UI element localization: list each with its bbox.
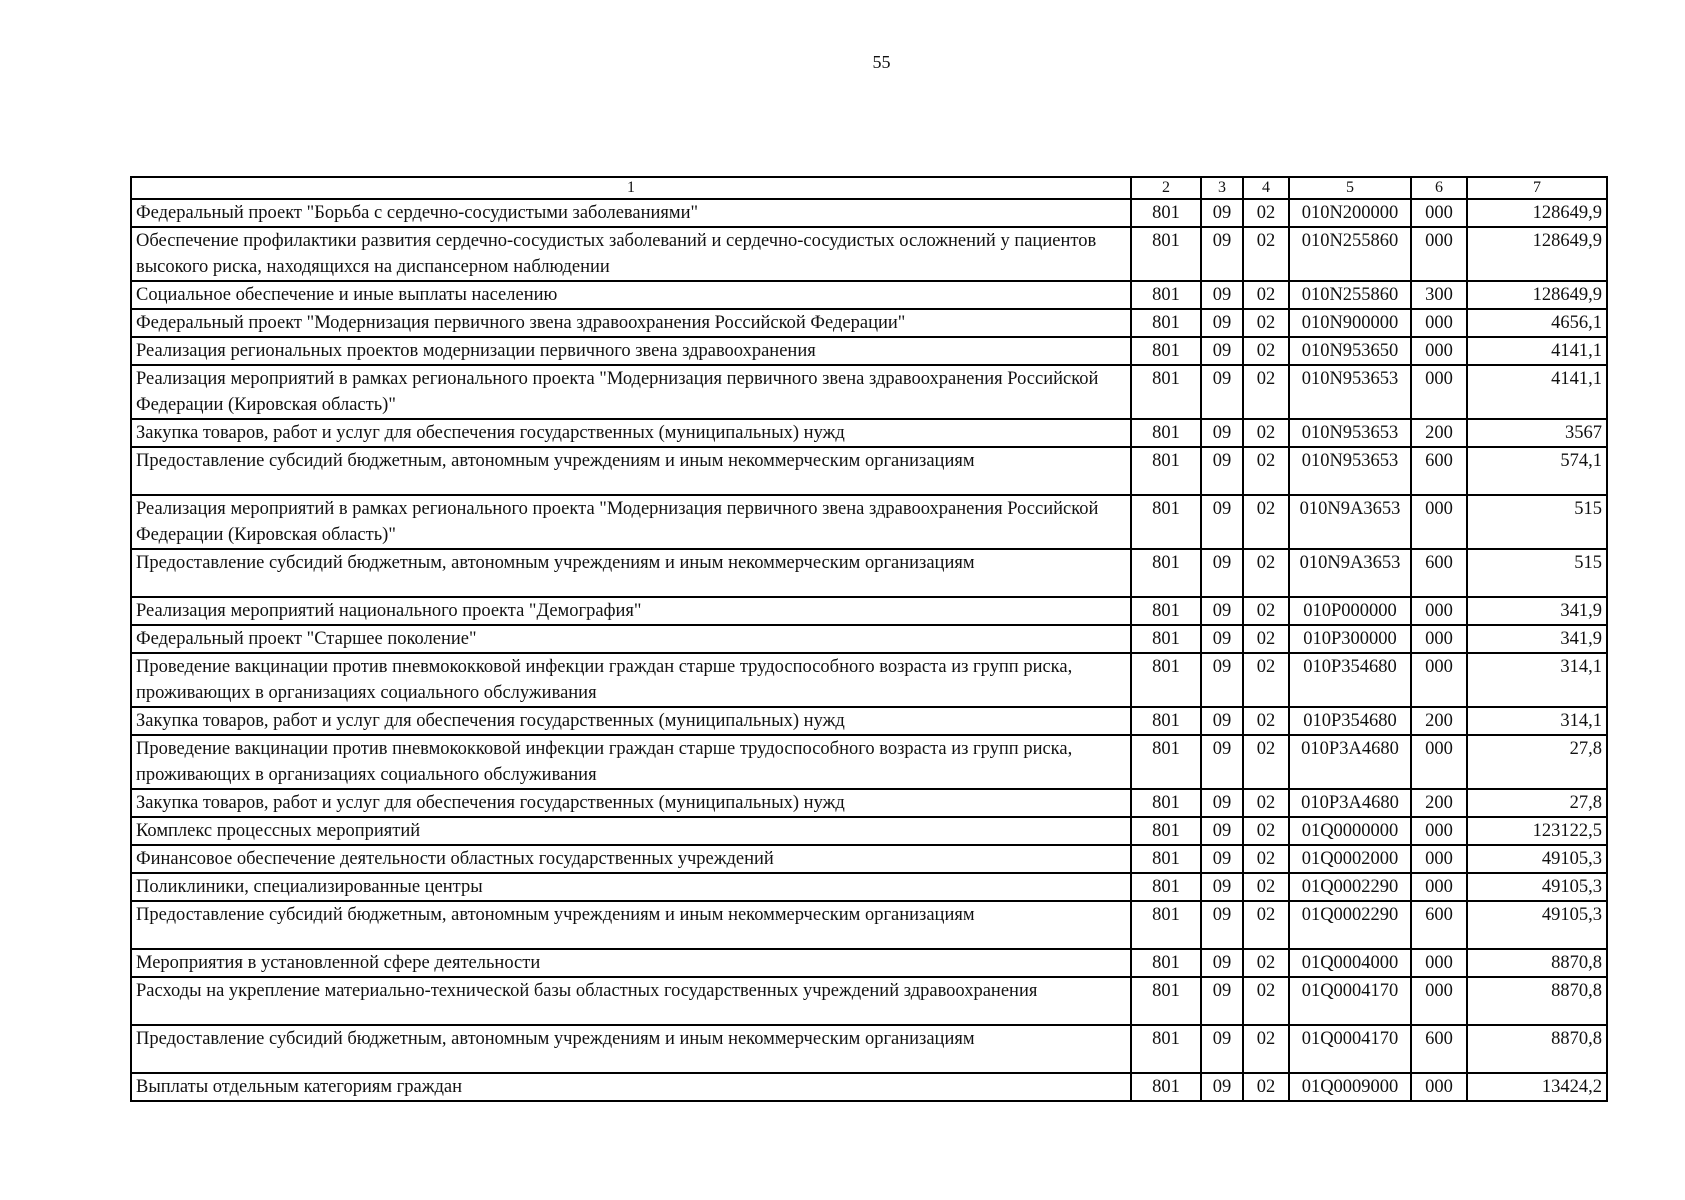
- row-ministry-code: 801: [1131, 735, 1201, 789]
- row-target-article: 010P354680: [1289, 653, 1411, 707]
- row-target-article: 010N9A3653: [1289, 495, 1411, 549]
- row-ministry-code: 801: [1131, 873, 1201, 901]
- row-ministry-code: 801: [1131, 495, 1201, 549]
- row-section-code: 09: [1201, 495, 1243, 549]
- row-target-article: 010N953653: [1289, 365, 1411, 419]
- row-subsection-code: 02: [1243, 817, 1289, 845]
- row-amount: 515: [1467, 549, 1607, 597]
- row-amount: 8870,8: [1467, 949, 1607, 977]
- row-target-article: 01Q0004170: [1289, 1025, 1411, 1073]
- row-name: Закупка товаров, работ и услуг для обеспечения государственных (муниципальных) нужд: [131, 419, 1131, 447]
- row-name: Федеральный проект "Модернизация первичного звена здравоохранения Российской Федерации": [131, 309, 1131, 337]
- table-row: [131, 309, 1607, 337]
- column-header: 4: [1243, 177, 1289, 199]
- row-subsection-code: 02: [1243, 495, 1289, 549]
- row-amount: 13424,2: [1467, 1073, 1607, 1101]
- row-section-code: 09: [1201, 1025, 1243, 1073]
- row-section-code: 09: [1201, 447, 1243, 495]
- row-subsection-code: 02: [1243, 625, 1289, 653]
- row-name: Поликлиники, специализированные центры: [131, 873, 1131, 901]
- column-header: 2: [1131, 177, 1201, 199]
- table-body: [131, 199, 1607, 1101]
- row-ministry-code: 801: [1131, 625, 1201, 653]
- row-name: Реализация региональных проектов модернизации первичного звена здравоохранения: [131, 337, 1131, 365]
- row-expense-type: 000: [1411, 365, 1467, 419]
- table-row: [131, 365, 1607, 419]
- row-section-code: 09: [1201, 653, 1243, 707]
- row-target-article: 01Q0002290: [1289, 873, 1411, 901]
- row-expense-type: 000: [1411, 817, 1467, 845]
- row-amount: 123122,5: [1467, 817, 1607, 845]
- row-name: Предоставление субсидий бюджетным, автономным учреждениям и иным некоммерческим организациям: [131, 1025, 1131, 1073]
- row-section-code: 09: [1201, 1073, 1243, 1101]
- row-ministry-code: 801: [1131, 789, 1201, 817]
- row-section-code: 09: [1201, 227, 1243, 281]
- row-ministry-code: 801: [1131, 1073, 1201, 1101]
- row-target-article: 01Q0002000: [1289, 845, 1411, 873]
- row-target-article: 010P300000: [1289, 625, 1411, 653]
- row-target-article: 010N9A3653: [1289, 549, 1411, 597]
- table-row: [131, 1073, 1607, 1101]
- row-amount: 341,9: [1467, 597, 1607, 625]
- row-name: Федеральный проект "Борьба с сердечно-сосудистыми заболеваниями": [131, 199, 1131, 227]
- row-amount: 4141,1: [1467, 337, 1607, 365]
- row-subsection-code: 02: [1243, 845, 1289, 873]
- row-expense-type: 200: [1411, 707, 1467, 735]
- row-name: Расходы на укрепление материально-технической базы областных государственных учреждений здравоохранения: [131, 977, 1131, 1025]
- budget-table: [130, 176, 1608, 1102]
- column-header: 7: [1467, 177, 1607, 199]
- row-amount: 8870,8: [1467, 977, 1607, 1025]
- table-row: [131, 419, 1607, 447]
- row-subsection-code: 02: [1243, 977, 1289, 1025]
- row-name: Предоставление субсидий бюджетным, автономным учреждениям и иным некоммерческим организациям: [131, 901, 1131, 949]
- row-name: Комплекс процессных мероприятий: [131, 817, 1131, 845]
- row-subsection-code: 02: [1243, 549, 1289, 597]
- row-expense-type: 000: [1411, 199, 1467, 227]
- table-row: [131, 597, 1607, 625]
- row-amount: 4141,1: [1467, 365, 1607, 419]
- row-subsection-code: 02: [1243, 365, 1289, 419]
- row-name: Предоставление субсидий бюджетным, автономным учреждениям и иным некоммерческим организациям: [131, 447, 1131, 495]
- row-subsection-code: 02: [1243, 789, 1289, 817]
- row-expense-type: 000: [1411, 845, 1467, 873]
- row-section-code: 09: [1201, 309, 1243, 337]
- row-subsection-code: 02: [1243, 419, 1289, 447]
- row-expense-type: 000: [1411, 873, 1467, 901]
- row-target-article: 010N953653: [1289, 419, 1411, 447]
- column-header: 1: [131, 177, 1131, 199]
- table-row: [131, 845, 1607, 873]
- row-name: Обеспечение профилактики развития сердечно-сосудистых заболеваний и сердечно-сосудистых осложнений у пациентов высокого риска, находящихся на диспансерном наблюдении: [131, 227, 1131, 281]
- row-name: Мероприятия в установленной сфере деятельности: [131, 949, 1131, 977]
- row-target-article: 01Q0004000: [1289, 949, 1411, 977]
- row-target-article: 010N953650: [1289, 337, 1411, 365]
- column-header: 3: [1201, 177, 1243, 199]
- header-row: [131, 177, 1607, 199]
- row-amount: 3567: [1467, 419, 1607, 447]
- row-target-article: 010P354680: [1289, 707, 1411, 735]
- row-target-article: 01Q0002290: [1289, 901, 1411, 949]
- row-target-article: 010N255860: [1289, 281, 1411, 309]
- row-target-article: 010N953653: [1289, 447, 1411, 495]
- row-amount: 49105,3: [1467, 873, 1607, 901]
- row-expense-type: 000: [1411, 625, 1467, 653]
- row-target-article: 01Q0009000: [1289, 1073, 1411, 1101]
- row-target-article: 010N200000: [1289, 199, 1411, 227]
- row-section-code: 09: [1201, 845, 1243, 873]
- row-subsection-code: 02: [1243, 309, 1289, 337]
- row-target-article: 010P000000: [1289, 597, 1411, 625]
- row-amount: 128649,9: [1467, 199, 1607, 227]
- table-row: [131, 495, 1607, 549]
- row-ministry-code: 801: [1131, 309, 1201, 337]
- row-expense-type: 600: [1411, 447, 1467, 495]
- row-expense-type: 000: [1411, 309, 1467, 337]
- row-expense-type: 600: [1411, 901, 1467, 949]
- row-name: Предоставление субсидий бюджетным, автономным учреждениям и иным некоммерческим организациям: [131, 549, 1131, 597]
- table-row: [131, 625, 1607, 653]
- row-expense-type: 000: [1411, 227, 1467, 281]
- row-subsection-code: 02: [1243, 199, 1289, 227]
- table-row: [131, 901, 1607, 949]
- row-subsection-code: 02: [1243, 227, 1289, 281]
- row-expense-type: 000: [1411, 337, 1467, 365]
- row-section-code: 09: [1201, 337, 1243, 365]
- row-subsection-code: 02: [1243, 873, 1289, 901]
- row-section-code: 09: [1201, 977, 1243, 1025]
- row-ministry-code: 801: [1131, 1025, 1201, 1073]
- row-amount: 27,8: [1467, 735, 1607, 789]
- table-row: [131, 735, 1607, 789]
- row-amount: 49105,3: [1467, 845, 1607, 873]
- row-section-code: 09: [1201, 735, 1243, 789]
- row-ministry-code: 801: [1131, 281, 1201, 309]
- row-ministry-code: 801: [1131, 845, 1201, 873]
- row-ministry-code: 801: [1131, 653, 1201, 707]
- table-row: [131, 281, 1607, 309]
- row-expense-type: 000: [1411, 653, 1467, 707]
- table-row: [131, 789, 1607, 817]
- row-expense-type: 000: [1411, 949, 1467, 977]
- row-ministry-code: 801: [1131, 597, 1201, 625]
- row-amount: 128649,9: [1467, 227, 1607, 281]
- row-section-code: 09: [1201, 597, 1243, 625]
- row-subsection-code: 02: [1243, 281, 1289, 309]
- row-ministry-code: 801: [1131, 199, 1201, 227]
- row-expense-type: 000: [1411, 977, 1467, 1025]
- row-expense-type: 200: [1411, 419, 1467, 447]
- row-target-article: 010N900000: [1289, 309, 1411, 337]
- row-expense-type: 600: [1411, 549, 1467, 597]
- row-target-article: 01Q0000000: [1289, 817, 1411, 845]
- row-name: Финансовое обеспечение деятельности областных государственных учреждений: [131, 845, 1131, 873]
- row-section-code: 09: [1201, 707, 1243, 735]
- column-header: 6: [1411, 177, 1467, 199]
- row-expense-type: 000: [1411, 495, 1467, 549]
- row-amount: 4656,1: [1467, 309, 1607, 337]
- row-amount: 515: [1467, 495, 1607, 549]
- row-ministry-code: 801: [1131, 549, 1201, 597]
- row-section-code: 09: [1201, 789, 1243, 817]
- row-amount: 314,1: [1467, 707, 1607, 735]
- row-amount: 27,8: [1467, 789, 1607, 817]
- row-subsection-code: 02: [1243, 735, 1289, 789]
- table-row: [131, 653, 1607, 707]
- page-number: 55: [872, 52, 891, 72]
- row-amount: 8870,8: [1467, 1025, 1607, 1073]
- row-amount: 314,1: [1467, 653, 1607, 707]
- table-row: [131, 447, 1607, 495]
- row-section-code: 09: [1201, 817, 1243, 845]
- row-name: Реализация мероприятий в рамках регионального проекта "Модернизация первичного звена здравоохранения Российской Федерации (Кировская область)": [131, 495, 1131, 549]
- row-ministry-code: 801: [1131, 817, 1201, 845]
- row-name: Проведение вакцинации против пневмококковой инфекции граждан старше трудоспособного возраста из групп риска, проживающих в организациях социального обслуживания: [131, 653, 1131, 707]
- row-ministry-code: 801: [1131, 419, 1201, 447]
- row-ministry-code: 801: [1131, 949, 1201, 977]
- row-amount: 128649,9: [1467, 281, 1607, 309]
- row-amount: 341,9: [1467, 625, 1607, 653]
- row-amount: 574,1: [1467, 447, 1607, 495]
- row-section-code: 09: [1201, 281, 1243, 309]
- row-section-code: 09: [1201, 365, 1243, 419]
- table-row: [131, 549, 1607, 597]
- table-row: [131, 337, 1607, 365]
- row-section-code: 09: [1201, 199, 1243, 227]
- row-name: Закупка товаров, работ и услуг для обеспечения государственных (муниципальных) нужд: [131, 707, 1131, 735]
- table-row: [131, 227, 1607, 281]
- row-section-code: 09: [1201, 549, 1243, 597]
- row-expense-type: 000: [1411, 597, 1467, 625]
- row-ministry-code: 801: [1131, 337, 1201, 365]
- row-subsection-code: 02: [1243, 1073, 1289, 1101]
- row-name: Реализация мероприятий национального проекта "Демография": [131, 597, 1131, 625]
- row-section-code: 09: [1201, 901, 1243, 949]
- row-subsection-code: 02: [1243, 949, 1289, 977]
- row-expense-type: 200: [1411, 789, 1467, 817]
- row-ministry-code: 801: [1131, 901, 1201, 949]
- row-subsection-code: 02: [1243, 447, 1289, 495]
- column-header: 5: [1289, 177, 1411, 199]
- table-row: [131, 817, 1607, 845]
- row-expense-type: 300: [1411, 281, 1467, 309]
- row-expense-type: 600: [1411, 1025, 1467, 1073]
- row-subsection-code: 02: [1243, 337, 1289, 365]
- row-subsection-code: 02: [1243, 707, 1289, 735]
- row-ministry-code: 801: [1131, 365, 1201, 419]
- table-row: [131, 707, 1607, 735]
- row-section-code: 09: [1201, 625, 1243, 653]
- table-row: [131, 873, 1607, 901]
- row-subsection-code: 02: [1243, 1025, 1289, 1073]
- row-target-article: 010N255860: [1289, 227, 1411, 281]
- row-name: Выплаты отдельным категориям граждан: [131, 1073, 1131, 1101]
- row-target-article: 01Q0004170: [1289, 977, 1411, 1025]
- row-subsection-code: 02: [1243, 597, 1289, 625]
- row-name: Реализация мероприятий в рамках регионального проекта "Модернизация первичного звена здравоохранения Российской Федерации (Кировская область)": [131, 365, 1131, 419]
- row-target-article: 010P3A4680: [1289, 735, 1411, 789]
- row-subsection-code: 02: [1243, 901, 1289, 949]
- row-ministry-code: 801: [1131, 447, 1201, 495]
- table-row: [131, 977, 1607, 1025]
- row-expense-type: 000: [1411, 735, 1467, 789]
- row-expense-type: 000: [1411, 1073, 1467, 1101]
- table-row: [131, 199, 1607, 227]
- row-subsection-code: 02: [1243, 653, 1289, 707]
- row-section-code: 09: [1201, 949, 1243, 977]
- row-name: Проведение вакцинации против пневмококковой инфекции граждан старше трудоспособного возраста из групп риска, проживающих в организациях социального обслуживания: [131, 735, 1131, 789]
- row-ministry-code: 801: [1131, 227, 1201, 281]
- row-ministry-code: 801: [1131, 977, 1201, 1025]
- row-section-code: 09: [1201, 419, 1243, 447]
- row-amount: 49105,3: [1467, 901, 1607, 949]
- row-target-article: 010P3A4680: [1289, 789, 1411, 817]
- table-row: [131, 949, 1607, 977]
- row-name: Социальное обеспечение и иные выплаты населению: [131, 281, 1131, 309]
- row-ministry-code: 801: [1131, 707, 1201, 735]
- table-row: [131, 1025, 1607, 1073]
- row-section-code: 09: [1201, 873, 1243, 901]
- row-name: Закупка товаров, работ и услуг для обеспечения государственных (муниципальных) нужд: [131, 789, 1131, 817]
- row-name: Федеральный проект "Старшее поколение": [131, 625, 1131, 653]
